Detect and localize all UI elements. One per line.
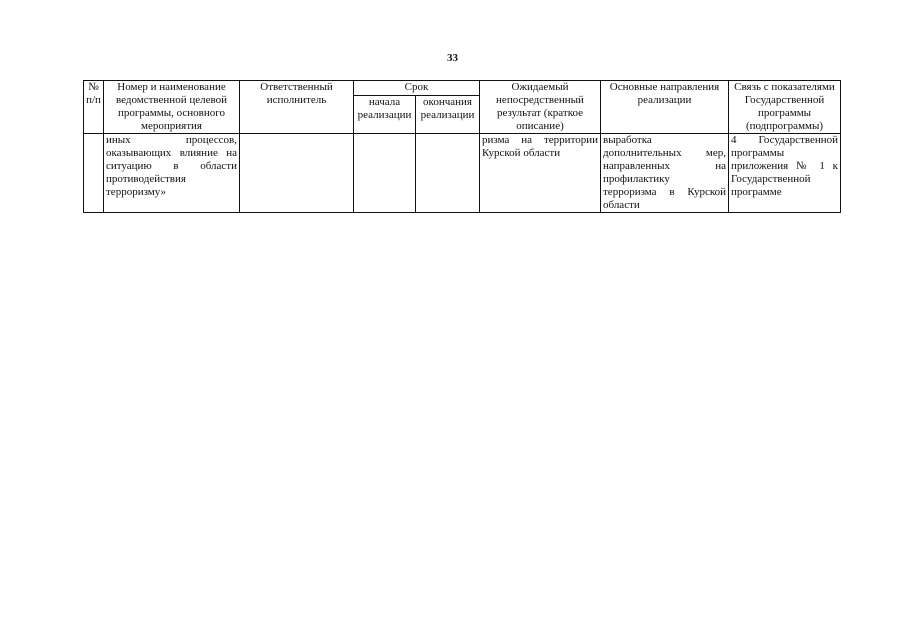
header-term: Срок [354,81,480,96]
cell-link-indicators: 4 Государственной программы приложения № 1 к Государственной программе [729,134,841,213]
cell-main-directions: выработка дополнительных мер, направленных на профилактику терроризма в Курской области [601,134,729,213]
cell-executor [240,134,354,213]
header-num: № п/п [84,81,104,134]
table-row [84,134,841,213]
cell-num [84,134,104,213]
header-main-directions: Основные направления реализации [601,81,729,134]
header-link-indicators: Связь с показателями Государственной программы (подпрограммы) [729,81,841,134]
header-executor: Ответственный исполнитель [240,81,354,134]
cell-term-start [354,134,416,213]
cell-program-name: иных процессов, оказывающих влияние на ситуацию в области противодействия терроризму» [104,134,240,213]
header-expected-result: Ожидаемый непосредственный результат (краткое описание) [480,81,601,134]
cell-expected-result: ризма на территории Курской области [480,134,601,213]
header-program-name: Номер и наименование ведомственной целевой программы, основного мероприятия [104,81,240,134]
header-term-end: окончания реализации [416,96,480,134]
program-table [83,80,841,213]
page-number: 33 [447,52,458,64]
cell-term-end [416,134,480,213]
header-term-start: начала реализации [354,96,416,134]
